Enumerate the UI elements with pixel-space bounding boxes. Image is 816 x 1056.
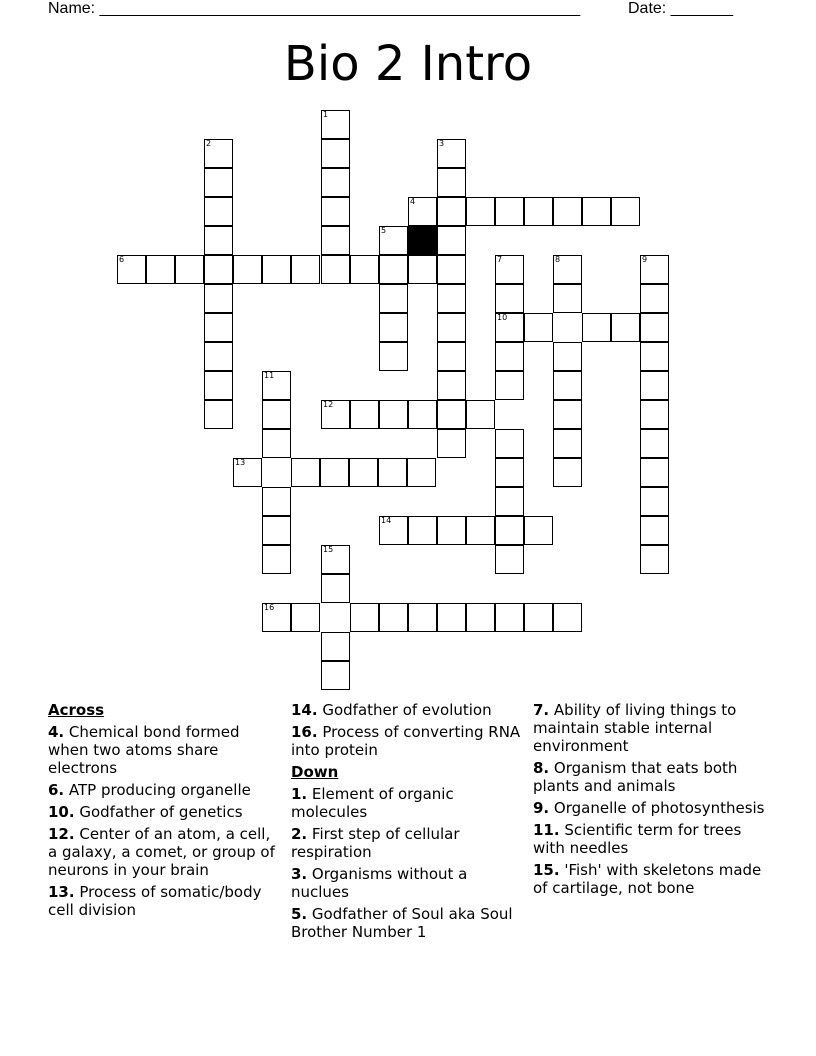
grid-cell[interactable] (437, 429, 466, 458)
clue (291, 865, 526, 901)
grid-cell[interactable] (495, 458, 524, 487)
grid-cell[interactable] (350, 603, 379, 632)
grid-cell[interactable] (437, 371, 466, 400)
grid-cell[interactable] (233, 255, 262, 284)
grid-cell[interactable] (204, 313, 233, 342)
clue-num: 14. (291, 701, 318, 719)
grid-cell[interactable] (350, 400, 379, 429)
clue-text: Organelle of photosynthesis (549, 799, 765, 817)
grid-cell[interactable] (495, 313, 524, 342)
grid-cell[interactable] (640, 458, 669, 487)
grid-cell[interactable] (466, 516, 495, 545)
clue-number: 4 (410, 197, 416, 206)
clue-num: 5. (291, 905, 308, 923)
grid-cell[interactable] (291, 458, 320, 487)
grid-cell[interactable] (262, 429, 291, 458)
grid-cell[interactable] (495, 429, 524, 458)
clue (533, 799, 768, 817)
clue-num: 3. (291, 865, 308, 883)
grid-cell[interactable] (262, 603, 291, 632)
grid-cell[interactable] (553, 371, 582, 400)
grid-cell[interactable] (204, 197, 233, 226)
grid-cell[interactable] (291, 603, 320, 632)
clue-text: ATP producing organelle (64, 781, 251, 799)
grid-cell[interactable] (349, 458, 378, 487)
clue-number: 2 (206, 139, 212, 148)
grid-cell[interactable] (291, 255, 320, 284)
grid-cell[interactable] (378, 458, 407, 487)
grid-cell[interactable] (495, 255, 524, 284)
grid-cell[interactable] (204, 400, 233, 429)
grid-cell[interactable] (640, 342, 669, 371)
clue-num: 13. (48, 883, 75, 901)
clue (291, 785, 526, 821)
grid-cell[interactable] (640, 516, 669, 545)
grid-cell[interactable] (262, 545, 291, 574)
clue-number: 12 (323, 400, 334, 409)
clue-number: 11 (264, 371, 275, 380)
grid-cell[interactable] (582, 313, 611, 342)
grid-cell[interactable] (321, 110, 350, 139)
grid-cell[interactable] (640, 313, 669, 342)
grid-cell[interactable] (262, 487, 291, 516)
grid-cell[interactable] (640, 255, 669, 284)
grid-cell[interactable] (321, 545, 350, 574)
clue (533, 821, 768, 857)
clue-num: 2. (291, 825, 308, 843)
clue-column-3 (533, 701, 768, 901)
grid-cell[interactable] (437, 255, 466, 284)
clue-num: 9. (533, 799, 550, 817)
grid-cell[interactable] (495, 603, 524, 632)
clue-text: First step of cellular respiration (291, 825, 460, 861)
clue-num: 15. (533, 861, 560, 879)
clue-text: Process of somatic/body cell division (48, 883, 262, 919)
clue-number: 6 (119, 255, 125, 264)
clue-text: 'Fish' with skeletons made of cartilage, not bone (533, 861, 762, 897)
clue-number: 10 (497, 313, 508, 322)
grid-cell[interactable] (321, 661, 350, 690)
grid-cell[interactable] (321, 632, 350, 661)
grid-cell[interactable] (582, 197, 611, 226)
grid-cell[interactable] (321, 197, 350, 226)
grid-cell[interactable] (407, 458, 436, 487)
clue-num: 11. (533, 821, 560, 839)
section-heading: Down (291, 763, 339, 781)
grid-cell[interactable] (321, 400, 350, 429)
clue-num: 4. (48, 723, 65, 741)
grid-cell[interactable] (204, 371, 233, 400)
clue-num: 1. (291, 785, 308, 803)
clue-num: 12. (48, 825, 75, 843)
grid-cell[interactable] (553, 400, 582, 429)
grid-cell[interactable] (495, 371, 524, 400)
clue-text: Element of organic molecules (291, 785, 454, 821)
clue-number: 1 (323, 110, 329, 119)
grid-cell[interactable] (204, 168, 233, 197)
grid-cell[interactable] (437, 603, 466, 632)
grid-cell[interactable] (379, 255, 408, 284)
clue-number: 13 (235, 458, 246, 467)
grid-cell[interactable] (437, 284, 466, 313)
clue-text: Godfather of Soul aka Soul Brother Number 1 (291, 905, 513, 941)
grid-cell[interactable] (553, 429, 582, 458)
grid-cell[interactable] (437, 197, 466, 226)
grid-cell[interactable] (321, 226, 350, 255)
grid-cell[interactable] (408, 516, 437, 545)
grid-cell[interactable] (495, 342, 524, 371)
clue (533, 701, 768, 755)
clue-text: Godfather of genetics (74, 803, 243, 821)
clue-number: 8 (555, 255, 561, 264)
grid-cell[interactable] (524, 516, 553, 545)
clue (48, 883, 283, 919)
clue-text: Scientific term for trees with needles (533, 821, 742, 857)
grid-cell[interactable] (204, 226, 233, 255)
grid-cell[interactable] (379, 400, 408, 429)
grid-cell[interactable] (553, 342, 582, 371)
grid-cell[interactable] (146, 255, 175, 284)
grid-cell[interactable] (204, 139, 233, 168)
grid-cell[interactable] (437, 168, 466, 197)
grid-cell[interactable] (524, 603, 553, 632)
grid-cell[interactable] (611, 197, 640, 226)
clue (533, 759, 768, 795)
clue-text: Process of converting RNA into protein (291, 723, 521, 759)
clue (48, 803, 283, 821)
grid-cell[interactable] (262, 400, 291, 429)
clue-number: 5 (381, 226, 387, 235)
date-field[interactable]: Date: _______ (628, 0, 733, 17)
grid-cell[interactable] (640, 284, 669, 313)
clue-number: 15 (323, 545, 334, 554)
clue-text: Organism that eats both plants and animals (533, 759, 738, 795)
grid-cell[interactable] (611, 313, 640, 342)
grid-cell[interactable] (495, 487, 524, 516)
grid-cell[interactable] (524, 313, 553, 342)
clue-num: 10. (48, 803, 75, 821)
clue-number: 3 (439, 139, 445, 148)
grid-cell[interactable] (321, 574, 350, 603)
grid-cell[interactable] (233, 458, 262, 487)
clue-num: 6. (48, 781, 65, 799)
clue-num: 7. (533, 701, 550, 719)
clue-num: 8. (533, 759, 550, 777)
grid-cell[interactable] (408, 197, 437, 226)
clue-text: Godfather of evolution (317, 701, 492, 719)
grid-cell[interactable] (495, 197, 524, 226)
clue-column-1 (48, 701, 283, 923)
grid-cell[interactable] (379, 313, 408, 342)
grid-cell[interactable] (321, 139, 350, 168)
clue-text: Ability of living things to maintain stable internal environment (533, 701, 737, 755)
grid-cell[interactable] (175, 255, 204, 284)
grid-cell[interactable] (553, 284, 582, 313)
grid-cell[interactable] (262, 255, 291, 284)
clue-text: Organisms without a nuclues (291, 865, 468, 901)
grid-cell[interactable] (379, 284, 408, 313)
clue-number: 16 (264, 603, 275, 612)
grid-cell[interactable] (437, 342, 466, 371)
clue (48, 781, 283, 799)
grid-cell[interactable] (640, 429, 669, 458)
grid-cell[interactable] (408, 603, 437, 632)
grid-cell[interactable] (437, 400, 466, 429)
grid-cell[interactable] (553, 603, 582, 632)
grid-cell[interactable] (321, 255, 350, 284)
grid-cell[interactable] (437, 516, 466, 545)
name-field[interactable]: Name: ______________________________________________________ (48, 0, 581, 17)
clue-number: 7 (497, 255, 503, 264)
grid-cell[interactable] (379, 516, 408, 545)
clue (291, 825, 526, 861)
blocked-cell (408, 226, 437, 255)
grid-cell[interactable] (408, 400, 437, 429)
grid-cell[interactable] (466, 197, 495, 226)
grid-cell[interactable] (350, 255, 379, 284)
grid-cell[interactable] (466, 400, 495, 429)
grid-cell[interactable] (495, 516, 524, 545)
grid-cell[interactable] (640, 487, 669, 516)
clue (48, 723, 283, 777)
clue (291, 905, 526, 941)
clue-number: 14 (381, 516, 392, 525)
grid-cell[interactable] (408, 255, 437, 284)
grid-cell[interactable] (204, 255, 233, 284)
grid-cell[interactable] (495, 284, 524, 313)
grid-cell[interactable] (117, 255, 146, 284)
grid-cell[interactable] (379, 226, 408, 255)
clue (533, 861, 768, 897)
puzzle-title: Bio 2 Intro (283, 36, 533, 92)
clue (291, 723, 526, 759)
grid-cell[interactable] (553, 255, 582, 284)
grid-cell[interactable] (320, 458, 349, 487)
clue (48, 825, 283, 879)
grid-cell[interactable] (437, 226, 466, 255)
grid-cell[interactable] (262, 516, 291, 545)
grid-cell[interactable] (640, 371, 669, 400)
grid-cell[interactable] (524, 197, 553, 226)
grid-cell[interactable] (262, 371, 291, 400)
grid-cell[interactable] (495, 545, 524, 574)
clue-column-2 (291, 701, 526, 945)
clue-num: 16. (291, 723, 318, 741)
clue-text: Center of an atom, a cell, a galaxy, a comet, or group of neurons in your brain (48, 825, 275, 879)
grid-cell[interactable] (466, 603, 495, 632)
grid-cell[interactable] (321, 168, 350, 197)
grid-cell[interactable] (204, 284, 233, 313)
clue-text: Chemical bond formed when two atoms share electrons (48, 723, 240, 777)
clue (291, 701, 526, 719)
grid-cell[interactable] (204, 342, 233, 371)
grid-cell[interactable] (553, 458, 582, 487)
grid-cell[interactable] (437, 139, 466, 168)
grid-cell[interactable] (379, 342, 408, 371)
section-heading: Across (48, 701, 105, 719)
grid-cell[interactable] (379, 603, 408, 632)
grid-cell[interactable] (640, 400, 669, 429)
grid-cell[interactable] (437, 313, 466, 342)
grid-cell[interactable] (640, 545, 669, 574)
grid-cell[interactable] (553, 197, 582, 226)
clue-number: 9 (642, 255, 648, 264)
